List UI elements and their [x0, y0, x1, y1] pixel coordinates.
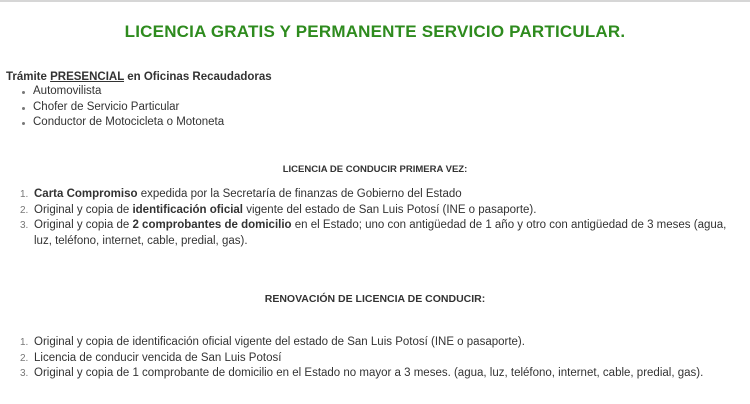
list-item: 1. Carta Compromiso expedida por la Secretaría de finanzas de Gobierno del Estado: [20, 187, 740, 203]
tramite-suffix: en Oficinas Recaudadoras: [124, 71, 272, 83]
list-item: 1. Original y copia de identificación oficial vigente del estado de San Luis Potosí (INE o pasaporte).: [20, 335, 740, 351]
list-item: 2. Licencia de conducir vencida de San Luis Potosí: [20, 351, 740, 367]
first-time-heading: LICENCIA DE CONDUCIR PRIMERA VEZ:: [282, 164, 468, 175]
list-item: Chofer de Servicio Particular: [18, 100, 224, 116]
list-item: 3. Original y copia de 1 comprobante de domicilio en el Estado no mayor a 3 meses. (agua, luz, teléfono, internet, cable, predial, gas).: [20, 366, 740, 382]
top-divider: [0, 0, 750, 2]
item-number: 1.: [20, 337, 29, 348]
item-number: 2.: [20, 352, 29, 364]
list-item: 3. Original y copia de 2 comprobantes de domicilio en el Estado; uno con antigüedad de 1 año y otro con antigüedad de 3 meses (agua, luz, teléfono, internet, cable, predial, gas).: [20, 219, 727, 247]
list-item: Automovilista: [18, 84, 224, 100]
tramite-line: [6, 71, 272, 83]
item-number: 2.: [20, 204, 29, 216]
item-number: 3.: [20, 368, 29, 379]
tramite-emphasis: PRESENCIAL: [50, 71, 125, 83]
tramite-prefix: Trámite: [6, 71, 51, 83]
list-item: Conductor de Motocicleta o Motoneta: [18, 115, 224, 131]
list-item: 2. Original y copia de identificación oficial vigente del estado de San Luis Potosí (INE o pasaporte).: [20, 203, 740, 219]
renewal-heading: RENOVACIÓN DE LICENCIA DE CONDUCIR:: [264, 293, 486, 305]
renewal-requirements: [20, 335, 740, 382]
license-categories-list: [18, 84, 224, 131]
first-time-requirements: [20, 187, 740, 249]
item-number: 3.: [20, 220, 29, 231]
item-number: 1.: [20, 189, 29, 200]
page-title: LICENCIA GRATIS Y PERMANENTE SERVICIO PARTICULAR.: [124, 22, 626, 41]
